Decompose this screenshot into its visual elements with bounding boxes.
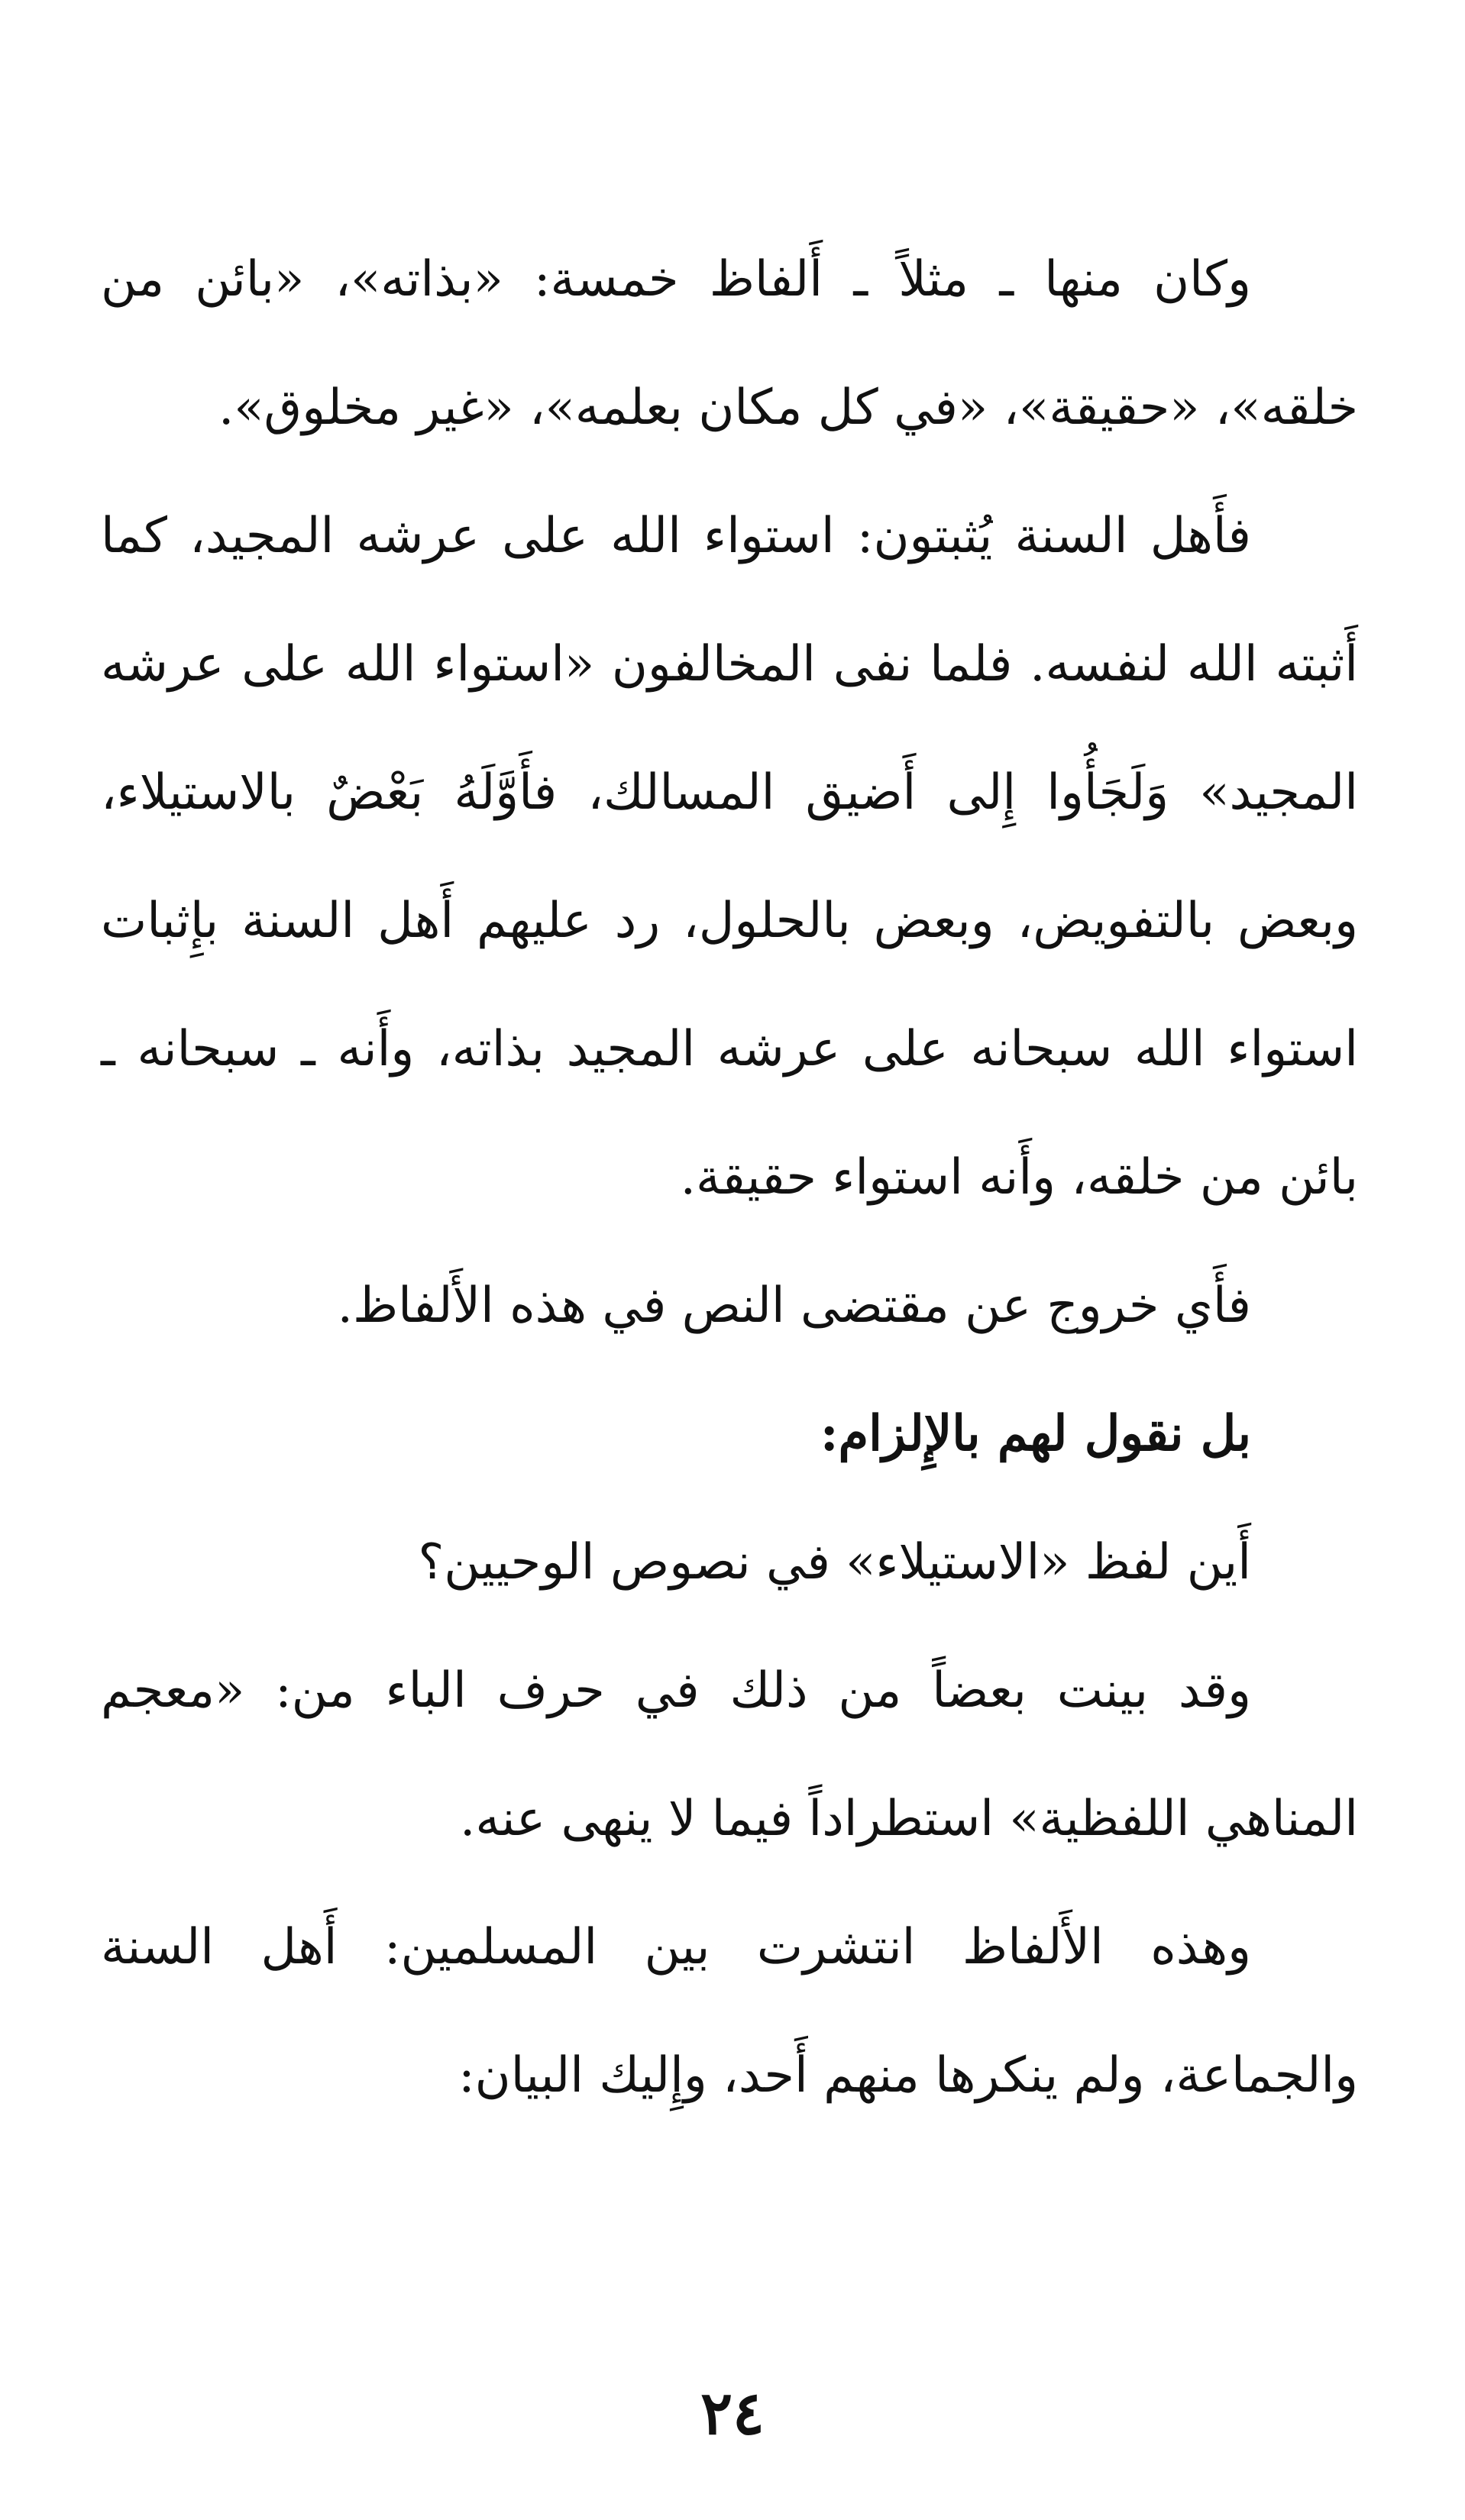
paragraph-reference: وقد بينت بعضاً من ذلك في حرف الباء من: «معجم المناهي اللفظية» استطراداً فيما لا ينهى عنه. (101, 1662, 1358, 1847)
paragraph-five-words: وكان منها ـ مثلاً ـ أَلفاظ خمسة: «بذاته»، «بائن من خلقه»، «حقيقة»، «في كل مكان بعلمه»، «غير مخلوق». (101, 251, 1358, 436)
body-text (101, 215, 1358, 2140)
paragraph-spread: وهذه الأَلفاظ انتشرت بين المسلمين: أَهل السنة والجماعة، ولم ينكرها منهم أَحد، وإِليك البيان: (101, 1919, 1358, 2104)
page-number: ٢٤ (700, 2379, 765, 2448)
paragraph-istila-question: أَين لفظ «الاستيلاء» في نصوص الوحيين؟ (418, 1534, 1251, 1591)
paragraph-question-exit: فأَي خروج عن مقتضى النص في هذه الأَلفاظ. (337, 1278, 1251, 1334)
paragraph-ahl-al-sunnah: فأَهل السنة يُثبتون: استواء الله على عرشه المجيد، كما أَثبته الله لنفسه. فلما نفى المخالفون «استواء الله على عرشه المجيد» وَلَجَأُوا إِلى أَضيق المسالك، فأَوَّلَهُ بَعْضٌ بالاستيلاء، وبعض بالتفويض، وبعض بالحلول، رد عليهم أَهل السنة بإِثبات استواء الله سبحانه على عرشه المجيد بذاته، وأَنه ـ سبحانه ـ بائن من خلقه، وأَنه استواء حقيقة. (101, 508, 1359, 1206)
paragraph-obligation-heading: بل نقول لهم بالإِلزام: (820, 1405, 1251, 1462)
